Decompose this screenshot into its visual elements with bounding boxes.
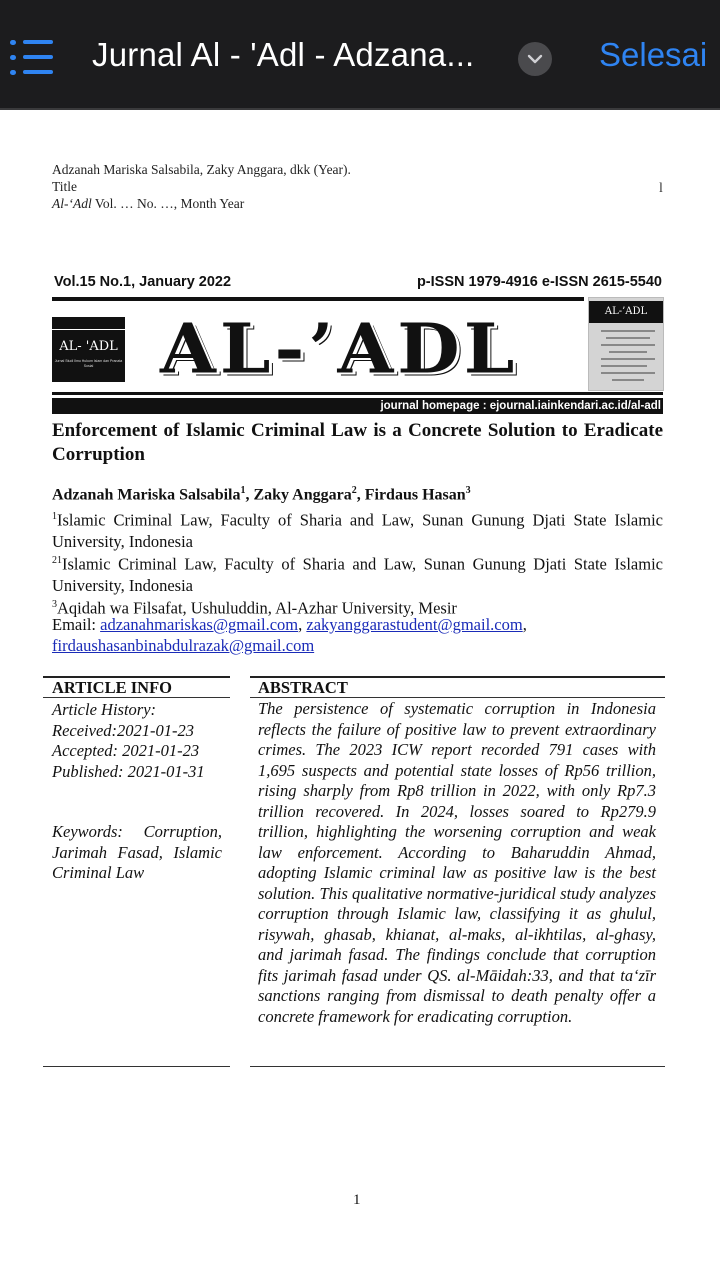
title-menu-button[interactable] [518, 42, 552, 76]
cover-contents [601, 330, 655, 386]
running-head [52, 161, 351, 212]
affiliation [52, 506, 663, 553]
journal-cover-thumbnail [588, 297, 664, 391]
list-icon[interactable] [10, 40, 54, 76]
author-name: Adzanah Mariska Salsabila [52, 486, 241, 504]
affiliation-sup: 21 [52, 555, 62, 566]
journal-volume: Vol. … No. …, Month Year [91, 196, 245, 211]
banner-bottom-rule [52, 392, 663, 395]
email-label: Email: [52, 615, 101, 634]
email-line [52, 636, 314, 656]
author-name: Firdaus Hasan [364, 486, 466, 504]
running-head-title: Title [52, 179, 78, 194]
email-link[interactable]: adzanahmariskas@gmail.com [100, 615, 299, 634]
small-logo-subtitle: Jurnal Studi Ilmu Hukum Islam dan Pranata Sosial [54, 359, 123, 368]
journal-small-logo [52, 317, 125, 382]
article-history [52, 700, 222, 782]
accepted-date: Accepted: 2021-01-23 [52, 741, 200, 760]
email-line: Email: adzanahmariskas@gmail.com, zakyanggarastudent@gmail.com, [52, 615, 527, 634]
email-link[interactable]: firdaushasanbinabdulrazak@gmail.com [52, 636, 315, 655]
journal-logo-title: AL-’ADL [160, 308, 519, 389]
info-bottom-rule [43, 1066, 230, 1067]
info-heading-rule [43, 697, 230, 698]
abstract-bottom-rule [250, 1066, 665, 1067]
affiliation-sup: 3 [52, 599, 57, 610]
affiliation-sup: 1 [52, 511, 57, 522]
document-title: Jurnal Al - 'Adl - Adzana... [92, 36, 475, 73]
affiliation-text: Islamic Criminal Law, Faculty of Sharia and Law, Sunan Gunung Djati State Islamic University, Indonesia [52, 510, 663, 551]
author-sup: 3 [465, 485, 471, 496]
small-logo-strip [52, 317, 125, 330]
journal-issn: p-ISSN 1979-4916 e-ISSN 2615-5540 [416, 274, 662, 290]
abstract-heading-rule [250, 697, 665, 698]
running-head-authors: Adzanah Mariska Salsabila, Zaky Anggara, dkk (Year). [52, 162, 351, 177]
small-logo-text: AL- 'ADL [59, 339, 118, 354]
affiliation [52, 550, 663, 597]
cover-title: AL-’ADL [589, 301, 663, 323]
page-mark: l [659, 181, 663, 196]
affiliation-text: Aqidah wa Filsafat, Ushuluddin, Al-Azhar University, Mesir [57, 598, 457, 618]
paper-title: Enforcement of Islamic Criminal Law is a Concrete Solution to Eradicate Corruption [52, 420, 663, 465]
journal-volume-label: Vol.15 No.1, January 2022 [54, 274, 232, 290]
page-number: 1 [353, 1192, 361, 1208]
article-info-heading: ARTICLE INFO [52, 678, 172, 697]
banner-top-rule [52, 297, 584, 301]
author-list: Adzanah Mariska Salsabila$^1$, Zaky Anggara$^2$, Firdaus Hasan$^3$ [52, 485, 471, 504]
chevron-down-icon [527, 54, 543, 64]
affiliation-text: Islamic Criminal Law, Faculty of Sharia and Law, Sunan Gunung Djati State Islamic University, Indonesia [52, 554, 663, 595]
abstract-text: The persistence of systematic corruption in Indonesia reflects the failure of positive law to prevent extraordinary crimes. The 2023 ICW report recorded 791 cases with 1,695 suspects and potential state losses of Rp56 trillion, rising sharply from Rp8 trillion in 2022, with only Rp7.3 trillion recovered. In 2024, losses soared to Rp279.9 trillion, highlighting the worsening corruption and weak law enforcement. According to Baharuddin Ahmad, adopting Islamic criminal law as positive law is the best solution. This qualitative normative-juridical study analyzes corruption through Islamic law, classifying it as ghulul, risywah, ghasab, khianat, al-maks, al-ikhtilas, al-ghasy, and jarimah fasad. The findings conclude that corruption fits jarimah fasad under QS. al-Māidah:33, and that ta‘zīr sanctions ranging from dismissal to death penalty offer a concrete framework for eradicating corruption. [258, 699, 656, 1026]
journal-homepage: journal homepage : ejournal.iainkendari.ac.id/al-adl [380, 400, 661, 412]
abstract-heading: ABSTRACT [258, 678, 348, 697]
email-link[interactable]: zakyanggarastudent@gmail.com [306, 615, 523, 634]
history-label: Article History: [52, 700, 157, 719]
keywords: Keywords: Corruption, Jarimah Fasad, Islamic Criminal Law [52, 822, 222, 882]
author-sup: 1 [240, 485, 246, 496]
running-head-journal [52, 195, 351, 212]
pdf-viewer-navbar [0, 0, 720, 110]
journal-name: Al-‘Adl [52, 196, 92, 211]
author-sup: 2 [351, 485, 357, 496]
done-button[interactable]: Selesai [599, 36, 708, 73]
author-name: Zaky Anggara [253, 486, 352, 504]
journal-homepage-bar [52, 398, 663, 414]
received-date: Received:2021-01-23 [52, 720, 195, 740]
published-date: Published: 2021-01-31 [52, 761, 205, 781]
